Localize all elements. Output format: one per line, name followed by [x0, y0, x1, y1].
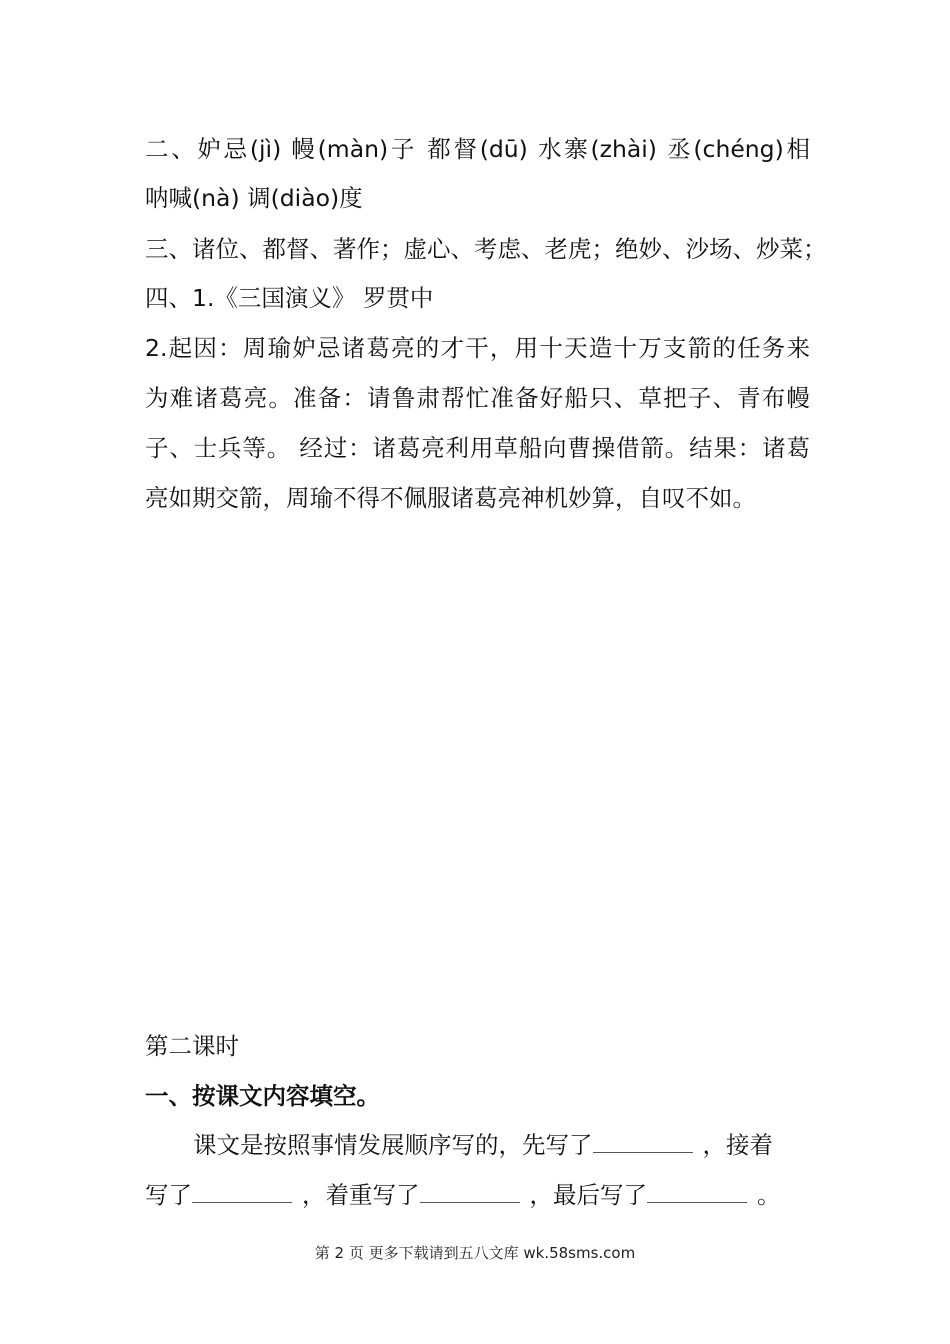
- fill-blank[interactable]: [420, 1180, 520, 1203]
- fill-blank-line-2: [145, 1180, 810, 1210]
- lesson-heading: 第二课时: [145, 1032, 239, 1060]
- fill-blank-line-1: [193, 1130, 810, 1160]
- answer-line-pinyin-2: 呐喊(nà) 调(diào)度: [145, 184, 363, 212]
- fill-text: ，接着: [702, 1131, 773, 1159]
- answer-line-words: 三、诸位、都督、著作；虚心、考虑、老虎；绝妙、沙场、炒菜；: [145, 235, 827, 263]
- answer-line-book: 四、1.《三国演义》 罗贯中: [145, 284, 434, 312]
- answer-paragraph-line: 2.起因：周瑜妒忌诸葛亮的才干，用十天造十万支箭的任务来: [145, 334, 810, 362]
- fill-blank[interactable]: [593, 1130, 693, 1153]
- fill-text: 写了: [145, 1181, 192, 1209]
- fill-blank[interactable]: [192, 1180, 292, 1203]
- fill-text: ，着重写了: [302, 1181, 420, 1209]
- page-footer: 第 2 页 更多下载请到五八文库 wk.58sms.com: [314, 1244, 636, 1262]
- answer-paragraph-line: 为难诸葛亮。准备：请鲁肃帮忙准备好船只、草把子、青布幔: [145, 384, 810, 412]
- answer-line-pinyin-1: 二、妒忌(jì) 幔(màn)子 都督(dū) 水寨(zhài) 丞(chéng)相: [145, 135, 810, 163]
- answer-paragraph-line: 亮如期交箭，周瑜不得不佩服诸葛亮神机妙算，自叹不如。: [145, 484, 756, 512]
- fill-text: 课文是按照事情发展顺序写的，先写了: [193, 1131, 593, 1159]
- fill-blank[interactable]: [647, 1180, 747, 1203]
- section-title: 一、按课文内容填空。: [145, 1082, 380, 1110]
- answer-paragraph-line: 子、士兵等。 经过：诸葛亮利用草船向曹操借箭。结果：诸葛: [145, 434, 810, 462]
- fill-text: 。: [757, 1181, 781, 1209]
- fill-text: ，最后写了: [529, 1181, 647, 1209]
